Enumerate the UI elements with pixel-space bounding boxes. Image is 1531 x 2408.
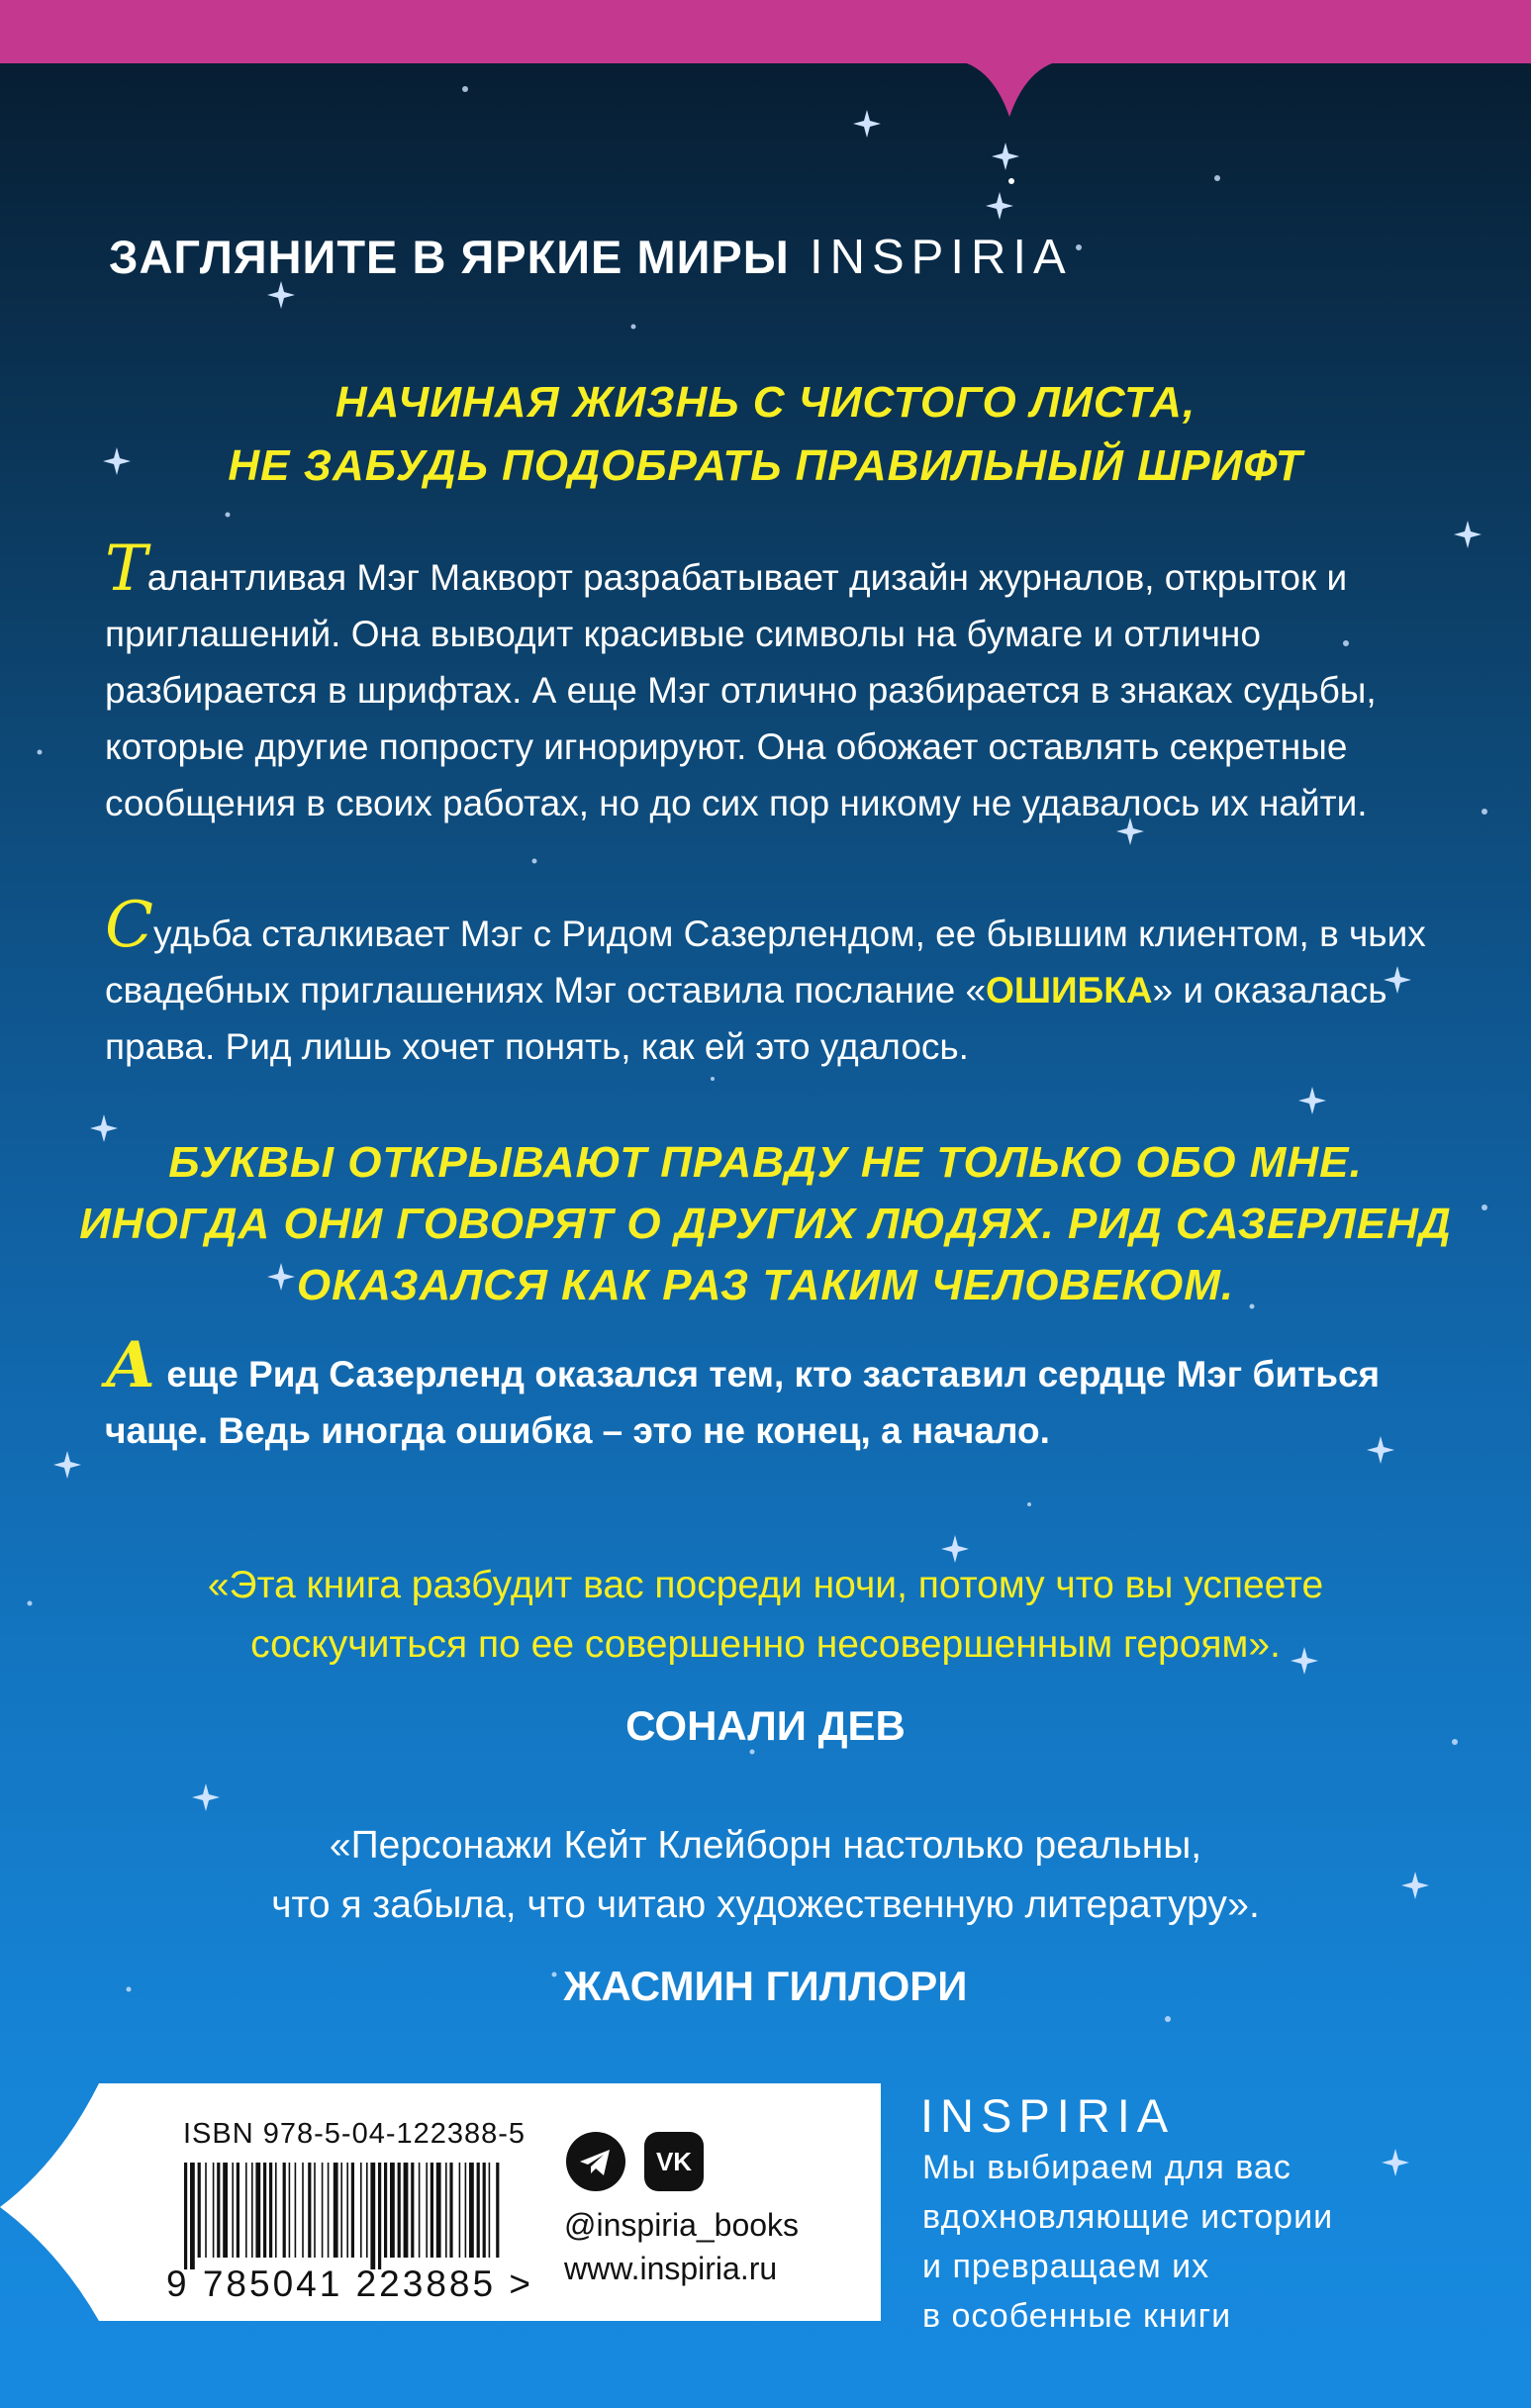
review-1-line-2: соскучиться по ее совершенно несовершенным героям». <box>250 1623 1281 1666</box>
telegram-icon[interactable] <box>566 2132 625 2191</box>
vk-icon[interactable]: VK <box>644 2132 704 2191</box>
description-paragraph-2 <box>105 889 1431 1075</box>
paragraph-text: еще Рид Сазерленд оказался тем, кто заставил сердце Мэг биться чаще. Ведь иногда ошибка – это не конец, а начало. <box>105 1354 1381 1451</box>
publisher-brand: INSPIRIA <box>920 2089 1176 2142</box>
sparkle-icon <box>986 143 1019 220</box>
headline-brand: INSPIRIA <box>810 231 1073 284</box>
review-2-line-1: «Персонажи Кейт Клейборн настолько реальны, <box>329 1824 1202 1867</box>
isbn-digits: 9 785041 223885 > <box>166 2264 533 2304</box>
dropcap: С <box>105 889 153 962</box>
description-paragraph-3 <box>105 1328 1431 1459</box>
paragraph-text: удьба сталкивает Мэг с Ридом Сазерлендом, ее бывшим клиентом, в чьих свадебных приглашениях Мэг оставила послание « <box>105 914 1426 1011</box>
highlight-word: ОШИБКА <box>986 970 1153 1011</box>
top-color-band <box>0 0 1531 63</box>
social-handle[interactable]: @inspiria_books <box>564 2207 800 2243</box>
review-1-line-1: «Эта книга разбудит вас посреди ночи, потому что вы успеете <box>207 1564 1324 1606</box>
publisher-line-4: в особенные книги <box>922 2297 1232 2335</box>
band-notch <box>945 59 1074 119</box>
paragraph-text: » и оказалась права. Рид лишь хочет понять, как ей это удалось. <box>105 970 1387 1067</box>
review-1-author: СОНАЛИ ДЕВ <box>625 1702 906 1749</box>
dropcap: Т <box>105 532 147 606</box>
publisher-line-3: и превращаем их <box>922 2248 1210 2285</box>
quote-line-3: ОКАЗАЛСЯ КАК РАЗ ТАКИМ ЧЕЛОВЕКОМ. <box>296 1261 1235 1309</box>
quote-line-2: ИНОГДА ОНИ ГОВОРЯТ О ДРУГИХ ЛЮДЯХ. РИД САЗЕРЛЕНД <box>79 1200 1452 1248</box>
review-2-line-2: что я забыла, что читаю художественную литературу». <box>271 1883 1260 1926</box>
publisher-line-1: Мы выбираем для вас <box>922 2149 1292 2186</box>
description-paragraph-1 <box>105 532 1431 831</box>
barcode <box>180 2163 507 2271</box>
quote-line-1: БУКВЫ ОТКРЫВАЮТ ПРАВДУ НЕ ТОЛЬКО ОБО МНЕ. <box>168 1138 1363 1187</box>
paragraph-text: алантливая Мэг Макворт разрабатывает дизайн журналов, открыток и приглашений. Она выводит красивые символы на бумаге и отлично разбирается в шрифтах. А еще Мэг отлично разбирается в знаках судьбы, которые другие попросту игнорируют. Она обожает оставлять секретные сообщения в своих работах, но до сих пор никому не удавалось их найти. <box>105 557 1377 823</box>
review-2-author: ЖАСМИН ГИЛЛОРИ <box>563 1963 968 2009</box>
isbn-label: ISBN 978-5-04-122388-5 <box>183 2118 526 2150</box>
website-link[interactable]: www.inspiria.ru <box>564 2251 778 2286</box>
publisher-line-2: вдохновляющие истории <box>922 2198 1334 2236</box>
tagline-line-1: НАЧИНАЯ ЖИЗНЬ С ЧИСТОГО ЛИСТА, <box>335 378 1196 427</box>
headline: ЗАГЛЯНИТЕ В ЯРКИЕ МИРЫ <box>109 231 790 283</box>
tagline-line-2: НЕ ЗАБУДЬ ПОДОБРАТЬ ПРАВИЛЬНЫЙ ШРИФТ <box>228 441 1303 490</box>
dropcap: А <box>105 1328 157 1402</box>
